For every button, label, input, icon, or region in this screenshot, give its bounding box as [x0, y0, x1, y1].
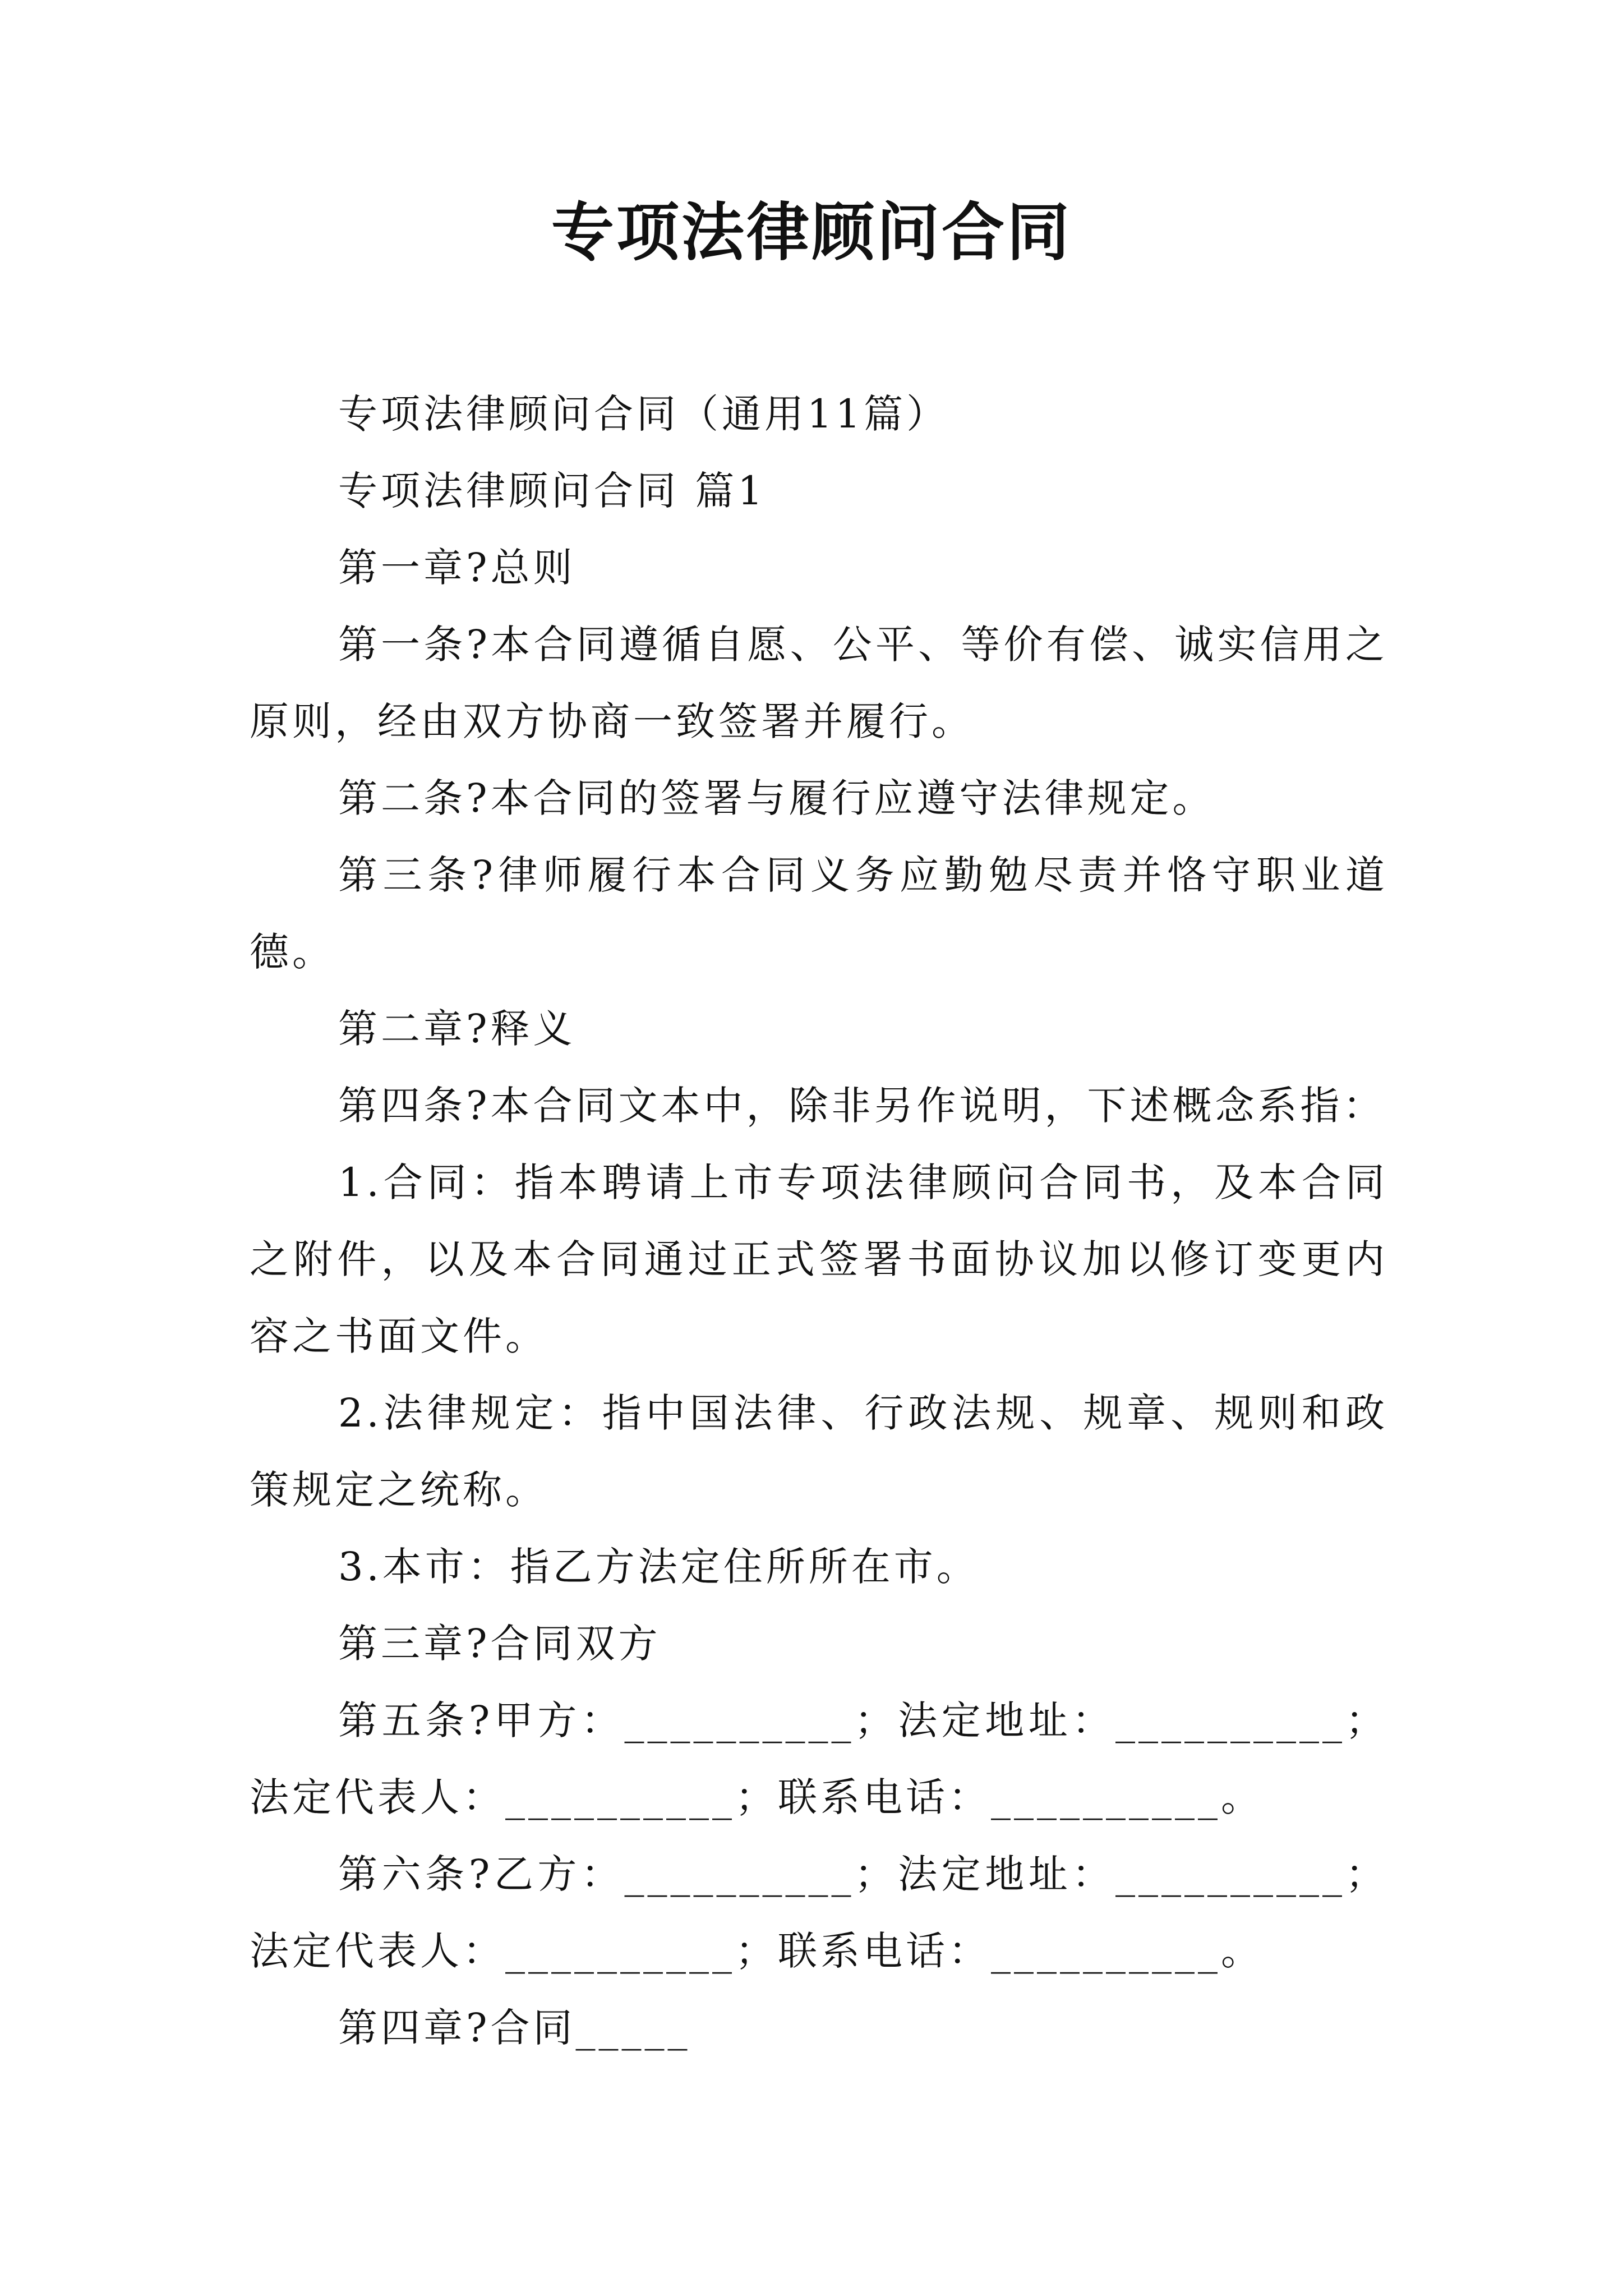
- chapter-heading: 第三章?合同双方: [338, 1621, 661, 1667]
- article-paragraph: 第二条?本合同的签署与履行应遵守法律规定。: [338, 775, 1215, 821]
- section-heading: 专项法律顾问合同 篇1: [338, 468, 766, 514]
- chapter-heading: 第二章?释义: [338, 1006, 576, 1052]
- party-b-paragraph: 第六条?乙方：__________；法定地址：__________；法定代表人：__________；联系电话：__________。: [250, 1851, 1388, 1974]
- article-paragraph: 第一条?本合同遵循自愿、公平、等价有偿、诚实信用之原则，经由双方协商一致签署并履行。: [250, 622, 1388, 744]
- definition-paragraph: 1.合同：指本聘请上市专项法律顾问合同书，及本合同之附件，以及本合同通过正式签署书面协议加以修订变更内容之书面文件。: [250, 1159, 1388, 1359]
- chapter-heading: 第一章?总则: [338, 545, 576, 591]
- definition-paragraph: 3.本市：指乙方法定住所所在市。: [338, 1544, 979, 1590]
- article-paragraph: 第四条?本合同文本中，除非另作说明，下述概念系指：: [338, 1083, 1386, 1129]
- document-body: [250, 376, 1388, 2067]
- document-title: 专项法律顾问合同: [551, 196, 1072, 269]
- subtitle-paragraph: 专项法律顾问合同（通用11篇）: [338, 391, 949, 437]
- party-a-paragraph: 第五条?甲方：__________；法定地址：__________；法定代表人：__________；联系电话：__________。: [250, 1697, 1388, 1820]
- definition-paragraph: 2.法律规定：指中国法律、行政法规、规章、规则和政策规定之统称。: [250, 1390, 1388, 1513]
- article-paragraph: 第三条?律师履行本合同义务应勤勉尽责并恪守职业道德。: [250, 852, 1388, 975]
- chapter-heading: 第四章?合同_____: [338, 2005, 691, 2051]
